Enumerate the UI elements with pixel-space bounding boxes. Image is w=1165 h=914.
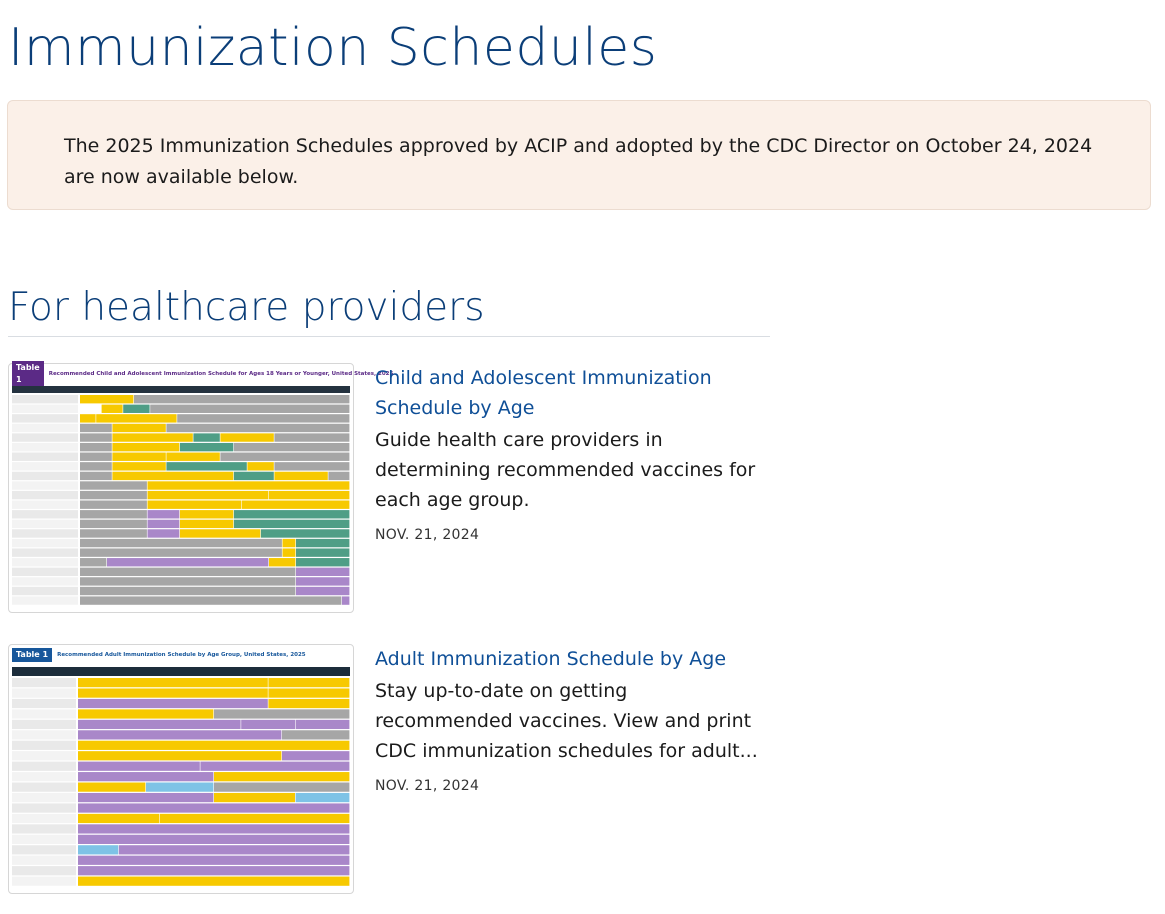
schedule-range-cell (296, 720, 350, 729)
table-row-label (12, 762, 76, 771)
table-row-label (12, 596, 78, 604)
schedule-range-cell (148, 491, 269, 499)
card-date: NOV. 21, 2024 (375, 778, 480, 794)
schedule-range-cell (78, 835, 349, 844)
schedule-range-cell (283, 539, 296, 547)
thumbnail-badge: Table 1 (12, 648, 52, 662)
schedule-range-cell (247, 462, 273, 470)
schedule-range-cell (78, 824, 349, 833)
announcement-alert (7, 100, 1151, 210)
schedule-range-cell (96, 414, 176, 422)
schedule-range-cell (78, 762, 200, 771)
schedule-range-cell (166, 424, 349, 432)
schedule-range-cell (150, 405, 349, 413)
schedule-range-cell (269, 491, 349, 499)
schedule-range-cell (78, 720, 241, 729)
schedule-range-cell (241, 720, 295, 729)
schedule-range-cell (166, 453, 219, 461)
schedule-range-cell (261, 529, 350, 537)
schedule-range-cell (78, 678, 268, 687)
schedule-range-cell (80, 539, 282, 547)
schedule-range-cell (102, 405, 123, 413)
schedule-range-cell (78, 751, 281, 760)
schedule-range-cell (80, 405, 101, 413)
thumbnail-header (12, 363, 394, 384)
schedule-range-cell (78, 699, 268, 708)
schedule-range-cell (274, 462, 349, 470)
card-description: Guide health care providers in determining recommended vaccines for each age group. (375, 429, 756, 511)
schedule-range-cell (78, 741, 349, 750)
schedule-range-cell (274, 433, 349, 441)
schedule-range-cell (148, 481, 350, 489)
schedule-range-cell (269, 558, 295, 566)
announcement-text: The 2025 Immunization Schedules approved by ACIP and adopted by the CDC Director on October 24, 2024 are now available below. (64, 135, 1093, 188)
table-row-label (12, 845, 76, 854)
table-row-label (12, 529, 78, 537)
schedule-range-cell (112, 472, 233, 480)
schedule-range-cell (282, 730, 349, 739)
table-row-label (12, 824, 76, 833)
table-row-label (12, 587, 78, 595)
schedule-range-cell (234, 443, 350, 451)
schedule-range-cell (80, 424, 112, 432)
schedule-range-cell (80, 587, 295, 595)
schedule-range-cell (123, 405, 149, 413)
schedule-range-cell (80, 501, 147, 509)
schedule-range-cell (180, 529, 260, 537)
table-row-label (12, 395, 78, 403)
schedule-range-cell (282, 751, 349, 760)
schedule-range-cell (78, 688, 268, 697)
schedule-range-cell (134, 395, 349, 403)
schedule-table-image (12, 386, 350, 608)
adult-schedule-card (375, 644, 770, 794)
schedule-range-cell (80, 529, 147, 537)
schedule-range-cell (148, 510, 180, 518)
schedule-range-cell (180, 510, 233, 518)
thumbnail-header (12, 648, 350, 662)
child-schedule-card (375, 363, 770, 543)
table-row-label (12, 856, 76, 865)
schedule-range-cell (193, 433, 219, 441)
schedule-range-cell (296, 568, 349, 576)
schedule-range-cell (274, 472, 327, 480)
schedule-range-cell (200, 762, 349, 771)
schedule-range-cell (112, 462, 165, 470)
schedule-range-cell (268, 699, 349, 708)
table-row-label (12, 866, 76, 875)
schedule-range-cell (80, 596, 341, 604)
schedule-range-cell (146, 783, 213, 792)
schedule-range-cell (112, 453, 165, 461)
schedule-range-cell (214, 793, 295, 802)
table-row-label (12, 835, 76, 844)
table-row-label (12, 751, 76, 760)
schedule-range-cell (283, 548, 296, 556)
schedule-range-cell (234, 510, 350, 518)
section-divider (8, 336, 770, 337)
table-row-label (12, 688, 76, 697)
thumbnail-caption: Recommended Child and Adolescent Immunization Schedule for Ages 18 Years or Younger, United States, 2025 (48, 371, 394, 377)
schedule-range-cell (80, 558, 106, 566)
schedule-range-cell (296, 587, 349, 595)
schedule-range-cell (80, 443, 112, 451)
table-row-label (12, 414, 78, 422)
schedule-range-cell (80, 520, 147, 528)
schedule-range-cell (214, 772, 349, 781)
schedule-range-cell (119, 845, 350, 854)
schedule-range-cell (80, 472, 112, 480)
table-header-row (12, 667, 350, 676)
table-header-row (12, 386, 350, 393)
table-row-label (12, 539, 78, 547)
table-row-label (12, 783, 76, 792)
schedule-range-cell (78, 793, 213, 802)
table-row-label (12, 510, 78, 518)
table-row-label (12, 814, 76, 823)
table-row-label (12, 481, 78, 489)
table-row-label (12, 709, 76, 718)
table-row-label (12, 548, 78, 556)
table-row-label (12, 699, 76, 708)
schedule-range-cell (78, 783, 145, 792)
table-row-label (12, 877, 76, 886)
schedule-range-cell (180, 520, 233, 528)
table-row-label (12, 772, 76, 781)
schedule-range-cell (342, 596, 350, 604)
schedule-range-cell (80, 433, 112, 441)
schedule-range-cell (328, 472, 349, 480)
schedule-range-cell (78, 772, 213, 781)
schedule-range-cell (177, 414, 349, 422)
schedule-range-cell (268, 678, 349, 687)
schedule-range-cell (148, 501, 242, 509)
table-row-label (12, 520, 78, 528)
table-row-label (12, 568, 78, 576)
schedule-range-cell (80, 491, 147, 499)
table-row-label (12, 577, 78, 585)
schedule-range-cell (80, 568, 295, 576)
schedule-table-image (12, 667, 350, 889)
schedule-range-cell (78, 866, 349, 875)
schedule-range-cell (80, 548, 282, 556)
table-row-label (12, 803, 76, 812)
schedule-range-cell (80, 481, 147, 489)
schedule-range-cell (80, 510, 147, 518)
schedule-range-cell (107, 558, 268, 566)
schedule-range-cell (112, 443, 179, 451)
thumbnail-caption: Recommended Adult Immunization Schedule by Age Group, United States, 2025 (57, 652, 306, 658)
table-row-label (12, 424, 78, 432)
table-row-label (12, 501, 78, 509)
page-title: Immunization Schedules (8, 18, 658, 78)
schedule-range-cell (214, 783, 349, 792)
schedule-range-cell (234, 520, 350, 528)
schedule-range-cell (160, 814, 350, 823)
schedule-range-cell (78, 856, 349, 865)
table-row-label (12, 462, 78, 470)
child-schedule-thumbnail[interactable] (8, 363, 394, 613)
schedule-range-cell (220, 453, 349, 461)
table-row-label (12, 741, 76, 750)
table-row-label (12, 678, 76, 687)
schedule-range-cell (80, 462, 112, 470)
card-date: NOV. 21, 2024 (375, 527, 480, 543)
schedule-range-cell (80, 395, 133, 403)
schedule-range-cell (296, 558, 349, 566)
schedule-range-cell (80, 577, 295, 585)
schedule-range-cell (78, 803, 349, 812)
schedule-range-cell (296, 793, 350, 802)
schedule-range-cell (296, 539, 349, 547)
schedule-range-cell (78, 814, 159, 823)
table-row-label (12, 443, 78, 451)
schedule-range-cell (214, 709, 349, 718)
schedule-range-cell (112, 424, 165, 432)
schedule-range-cell (220, 433, 273, 441)
schedule-range-cell (78, 730, 281, 739)
table-row-label (12, 491, 78, 499)
table-row-label (12, 720, 76, 729)
schedule-range-cell (78, 709, 213, 718)
schedule-range-cell (78, 877, 349, 886)
table-row-label (12, 405, 78, 413)
schedule-range-cell (80, 453, 112, 461)
schedule-range-cell (242, 501, 349, 509)
section-title: For healthcare providers (8, 285, 485, 330)
schedule-range-cell (166, 462, 246, 470)
adult-schedule-link[interactable]: Adult Immunization Schedule by Age (375, 648, 727, 670)
table-row-label (12, 472, 78, 480)
schedule-range-cell (112, 433, 192, 441)
schedule-range-cell (296, 577, 349, 585)
table-row-label (12, 453, 78, 461)
table-row-label (12, 730, 76, 739)
schedule-range-cell (148, 529, 180, 537)
table-row-label (12, 558, 78, 566)
schedule-range-cell (234, 472, 274, 480)
schedule-range-cell (78, 845, 118, 854)
adult-schedule-thumbnail[interactable] (8, 644, 354, 894)
table-row-label (12, 793, 76, 802)
schedule-range-cell (268, 688, 349, 697)
schedule-range-cell (296, 548, 349, 556)
schedule-range-cell (80, 414, 96, 422)
child-schedule-link[interactable]: Child and Adolescent Immunization Schedule by Age (375, 367, 712, 419)
card-description: Stay up-to-date on getting recommended vaccines. View and print CDC immunization schedules for adult... (375, 680, 758, 762)
schedule-range-cell (148, 520, 180, 528)
table-row-label (12, 433, 78, 441)
thumbnail-badge: Table 1 (12, 361, 44, 387)
schedule-range-cell (180, 443, 233, 451)
